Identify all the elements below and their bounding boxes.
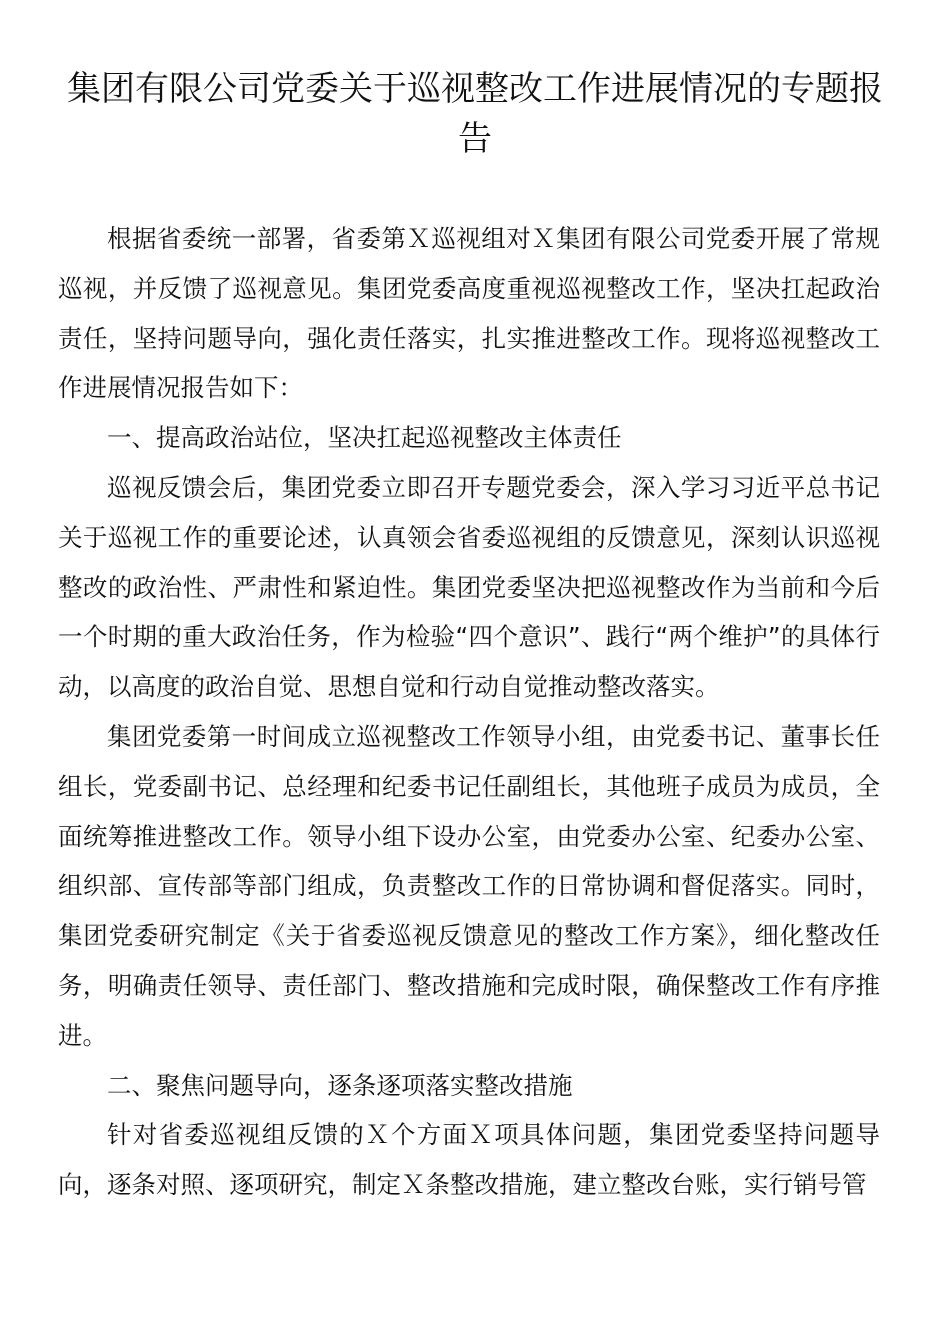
document-title: 集团有限公司党委关于巡视整改工作进展情况的专题报告	[67, 69, 883, 159]
section-heading-2: 二、聚焦问题导向，逐条逐项落实整改措施	[107, 1070, 573, 1100]
paragraph-intro: 根据省委统一部署，省委第Ｘ巡视组对Ｘ集团有限公司党委开展了常规巡视，并反馈了巡视意见。集团党委高度重视巡视整改工作，坚决扛起政治责任，坚持问题导向，强化责任落实，扎实推进整改工作。现将巡视整改工作进展情况报告如下：	[58, 224, 880, 403]
section-heading-1: 一、提高政治站位，坚决扛起巡视整改主体责任	[107, 423, 622, 453]
paragraph-section1-b: 集团党委第一时间成立巡视整改工作领导小组，由党委书记、董事长任组长，党委副书记、总经理和纪委书记任副组长，其他班子成员为成员，全面统筹推进整改工作。领导小组下设办公室，由党委办公室、纪委办公室、组织部、宣传部等部门组成，负责整改工作的日常协调和督促落实。同时，集团党委研究制定《关于省委巡视反馈意见的整改工作方案》，细化整改任务，明确责任领导、责任部门、整改措施和完成时限，确保整改工作有序推进。	[58, 721, 880, 1050]
paragraph-section1-a: 巡视反馈会后，集团党委立即召开专题党委会，深入学习习近平总书记关于巡视工作的重要论述，认真领会省委巡视组的反馈意见，深刻认识巡视整改的政治性、严肃性和紧迫性。集团党委坚决把巡视整改作为当前和今后一个时期的重大政治任务，作为检验“四个意识”、践行“两个维护”的具体行动，以高度的政治自觉、思想自觉和行动自觉推动整改落实。	[58, 472, 880, 702]
document-body	[58, 214, 880, 1210]
paragraph-section2-a: 针对省委巡视组反馈的Ｘ个方面Ｘ项具体问题，集团党委坚持问题导向，逐条对照、逐项研究，制定Ｘ条整改措施，建立整改台账，实行销号管	[58, 1120, 880, 1200]
